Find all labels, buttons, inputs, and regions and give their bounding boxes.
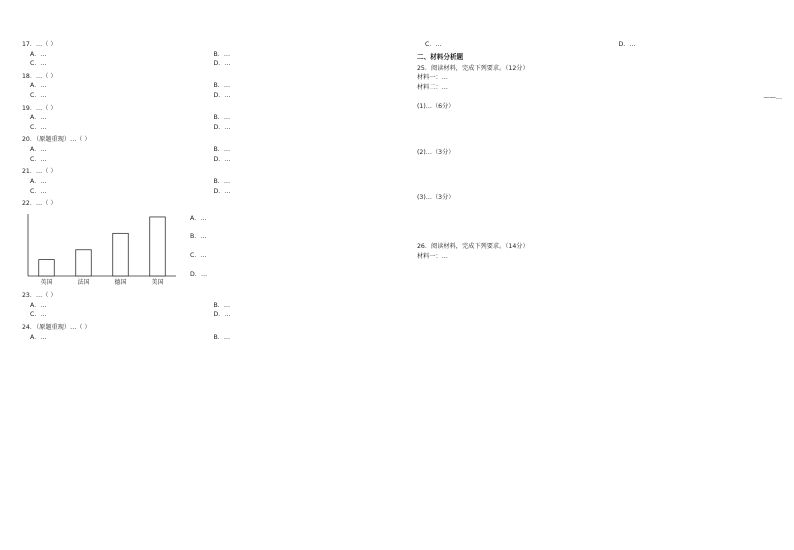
question-17-option-a[interactable]: A．… [30, 50, 47, 58]
question-20-option-d[interactable]: D．… [213, 155, 231, 163]
question-22-option-d[interactable]: D．… [190, 270, 208, 278]
x-tick-label-3: 美国 [151, 278, 164, 286]
question-22-stem: 22．…（ ） [22, 200, 57, 208]
question-23-option-d[interactable]: D．… [213, 311, 231, 319]
x-tick-label-0: 英国 [40, 278, 53, 286]
question-24-option-a[interactable]: A．… [30, 333, 47, 341]
question-21-option-d[interactable]: D．… [213, 187, 231, 195]
question-20-option-c[interactable]: C．… [30, 155, 47, 163]
question-23-option-b[interactable]: B．… [213, 301, 231, 309]
question-25-material-1: 材料一：… [417, 74, 448, 82]
question-26-stem: 26．阅读材料，完成下列要求。（14分） [417, 243, 529, 251]
question-25 [417, 64, 782, 239]
question-22-option-a[interactable]: A．… [190, 214, 207, 222]
question-24 [22, 323, 387, 342]
question-23-option-c[interactable]: C．… [30, 311, 47, 319]
bar-chart [22, 210, 182, 288]
question-17-option-d[interactable]: D．… [213, 60, 231, 68]
bar-1 [76, 250, 92, 276]
question-20 [22, 135, 387, 164]
x-tick-label-1: 法国 [77, 278, 90, 286]
right-column [417, 40, 782, 540]
question-19-option-b[interactable]: B．… [213, 114, 231, 122]
question-21-stem: 21．…（ ） [22, 168, 57, 176]
answer-space-1[interactable] [417, 112, 782, 148]
question-18-stem: 18．…（ ） [22, 72, 57, 80]
question-21-option-a[interactable]: A．… [30, 177, 47, 185]
question-24-option-c[interactable]: C．… [425, 41, 442, 48]
question-25-sub-2: (2)…（3分） [417, 148, 455, 156]
question-23-option-a[interactable]: A．… [30, 301, 47, 309]
question-23 [22, 291, 387, 320]
question-17-stem: 17．…（ ） [22, 41, 57, 48]
question-25-sub-1: (1)…（6分） [417, 103, 455, 111]
question-20-option-b[interactable]: B．… [213, 146, 231, 154]
question-26 [417, 242, 782, 261]
question-17 [22, 40, 387, 69]
answer-space-2[interactable] [417, 157, 782, 193]
question-19-option-a[interactable]: A．… [30, 114, 47, 122]
question-18-option-d[interactable]: D．… [213, 92, 231, 100]
question-21 [22, 167, 387, 196]
question-18-option-b[interactable]: B．… [213, 82, 231, 90]
question-17-option-b[interactable]: B．… [213, 50, 231, 58]
question-22-option-b[interactable]: B．… [190, 233, 207, 241]
question-17-option-c[interactable]: C．… [30, 60, 47, 68]
section-title: 二、材料分析题 [417, 52, 464, 61]
question-18 [22, 72, 387, 101]
question-19-option-c[interactable]: C．… [30, 123, 47, 131]
question-25-material-2: 材料二：… [417, 84, 448, 92]
bar-2 [113, 233, 129, 276]
question-22-chart-block [22, 210, 387, 288]
question-18-option-a[interactable]: A．… [30, 82, 47, 90]
question-25-stem: 25．阅读材料，完成下列要求。（12分） [417, 64, 529, 72]
question-24-continued-options [425, 40, 782, 50]
question-20-option-a[interactable]: A．… [30, 146, 47, 154]
answer-space-3[interactable] [417, 203, 782, 239]
question-19-stem: 19．…（ ） [22, 104, 57, 112]
question-23-stem: 23．…（ ） [22, 292, 57, 300]
question-25-source: ——… [763, 93, 782, 101]
question-20-stem: 20．（原题重现）…（ ） [22, 136, 91, 144]
question-25-sub-3: (3)…（3分） [417, 194, 455, 202]
question-18-option-c[interactable]: C．… [30, 92, 47, 100]
question-24-option-d[interactable]: D．… [618, 41, 636, 48]
exam-page [22, 40, 782, 540]
question-22-option-c[interactable]: C．… [190, 251, 207, 259]
question-26-material-1: 材料一：… [417, 252, 448, 260]
bar-0 [39, 259, 55, 275]
question-19 [22, 104, 387, 133]
question-24-stem: 24．（原题重现）…（ ） [22, 324, 91, 332]
bar-3 [150, 217, 166, 276]
left-column [22, 40, 387, 540]
question-19-option-d[interactable]: D．… [213, 123, 231, 131]
question-22 [22, 199, 387, 288]
question-24-option-b[interactable]: B．… [213, 333, 231, 341]
question-21-option-b[interactable]: B．… [213, 177, 231, 185]
x-tick-label-2: 德国 [114, 278, 127, 286]
question-21-option-c[interactable]: C．… [30, 187, 47, 195]
